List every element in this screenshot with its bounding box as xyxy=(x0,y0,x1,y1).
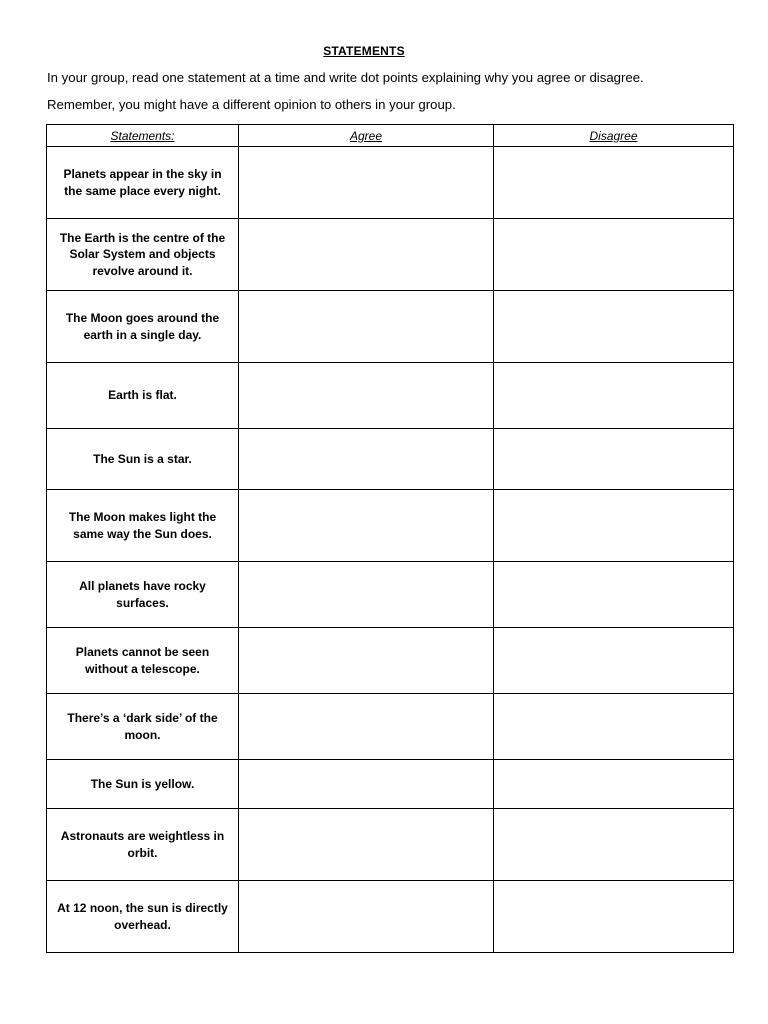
statement-cell: The Sun is yellow. xyxy=(47,760,239,809)
header-disagree: Disagree xyxy=(494,125,734,147)
agree-cell[interactable] xyxy=(239,562,494,628)
disagree-cell[interactable] xyxy=(494,363,734,429)
statement-cell: Earth is flat. xyxy=(47,363,239,429)
table-header-row xyxy=(47,125,734,147)
agree-cell[interactable] xyxy=(239,809,494,881)
disagree-cell[interactable] xyxy=(494,219,734,291)
disagree-cell[interactable] xyxy=(494,881,734,953)
table-row xyxy=(47,363,734,429)
table-row xyxy=(47,291,734,363)
table-row xyxy=(47,881,734,953)
statement-cell: Planets appear in the sky in the same place every night. xyxy=(47,147,239,219)
agree-cell[interactable] xyxy=(239,694,494,760)
disagree-cell[interactable] xyxy=(494,760,734,809)
statement-cell: The Sun is a star. xyxy=(47,429,239,490)
disagree-cell[interactable] xyxy=(494,490,734,562)
agree-cell[interactable] xyxy=(239,490,494,562)
page-title: STATEMENTS xyxy=(323,44,405,58)
disagree-cell[interactable] xyxy=(494,562,734,628)
agree-cell[interactable] xyxy=(239,881,494,953)
table-row xyxy=(47,809,734,881)
statements-table xyxy=(46,124,734,953)
table-row xyxy=(47,490,734,562)
disagree-cell[interactable] xyxy=(494,628,734,694)
instruction-text: In your group, read one statement at a time and write dot points explaining why you agree or disagree. xyxy=(47,70,644,85)
table-row xyxy=(47,562,734,628)
statement-cell: There’s a ‘dark side’ of the moon. xyxy=(47,694,239,760)
statement-cell: The Moon goes around the earth in a single day. xyxy=(47,291,239,363)
disagree-cell[interactable] xyxy=(494,809,734,881)
table-row xyxy=(47,760,734,809)
table-row xyxy=(47,628,734,694)
statement-cell: The Moon makes light the same way the Sun does. xyxy=(47,490,239,562)
table-row xyxy=(47,219,734,291)
header-statements: Statements: xyxy=(47,125,239,147)
statement-cell: Planets cannot be seen without a telescope. xyxy=(47,628,239,694)
agree-cell[interactable] xyxy=(239,429,494,490)
agree-cell[interactable] xyxy=(239,363,494,429)
reminder-text: Remember, you might have a different opinion to others in your group. xyxy=(47,97,456,112)
table-row xyxy=(47,694,734,760)
agree-cell[interactable] xyxy=(239,628,494,694)
statement-cell: At 12 noon, the sun is directly overhead. xyxy=(47,881,239,953)
table-row xyxy=(47,147,734,219)
agree-cell[interactable] xyxy=(239,219,494,291)
statement-cell: All planets have rocky surfaces. xyxy=(47,562,239,628)
statement-cell: The Earth is the centre of the Solar System and objects revolve around it. xyxy=(47,219,239,291)
statement-cell: Astronauts are weightless in orbit. xyxy=(47,809,239,881)
disagree-cell[interactable] xyxy=(494,694,734,760)
agree-cell[interactable] xyxy=(239,291,494,363)
header-agree: Agree xyxy=(239,125,494,147)
disagree-cell[interactable] xyxy=(494,291,734,363)
agree-cell[interactable] xyxy=(239,760,494,809)
disagree-cell[interactable] xyxy=(494,147,734,219)
table-row xyxy=(47,429,734,490)
disagree-cell[interactable] xyxy=(494,429,734,490)
agree-cell[interactable] xyxy=(239,147,494,219)
